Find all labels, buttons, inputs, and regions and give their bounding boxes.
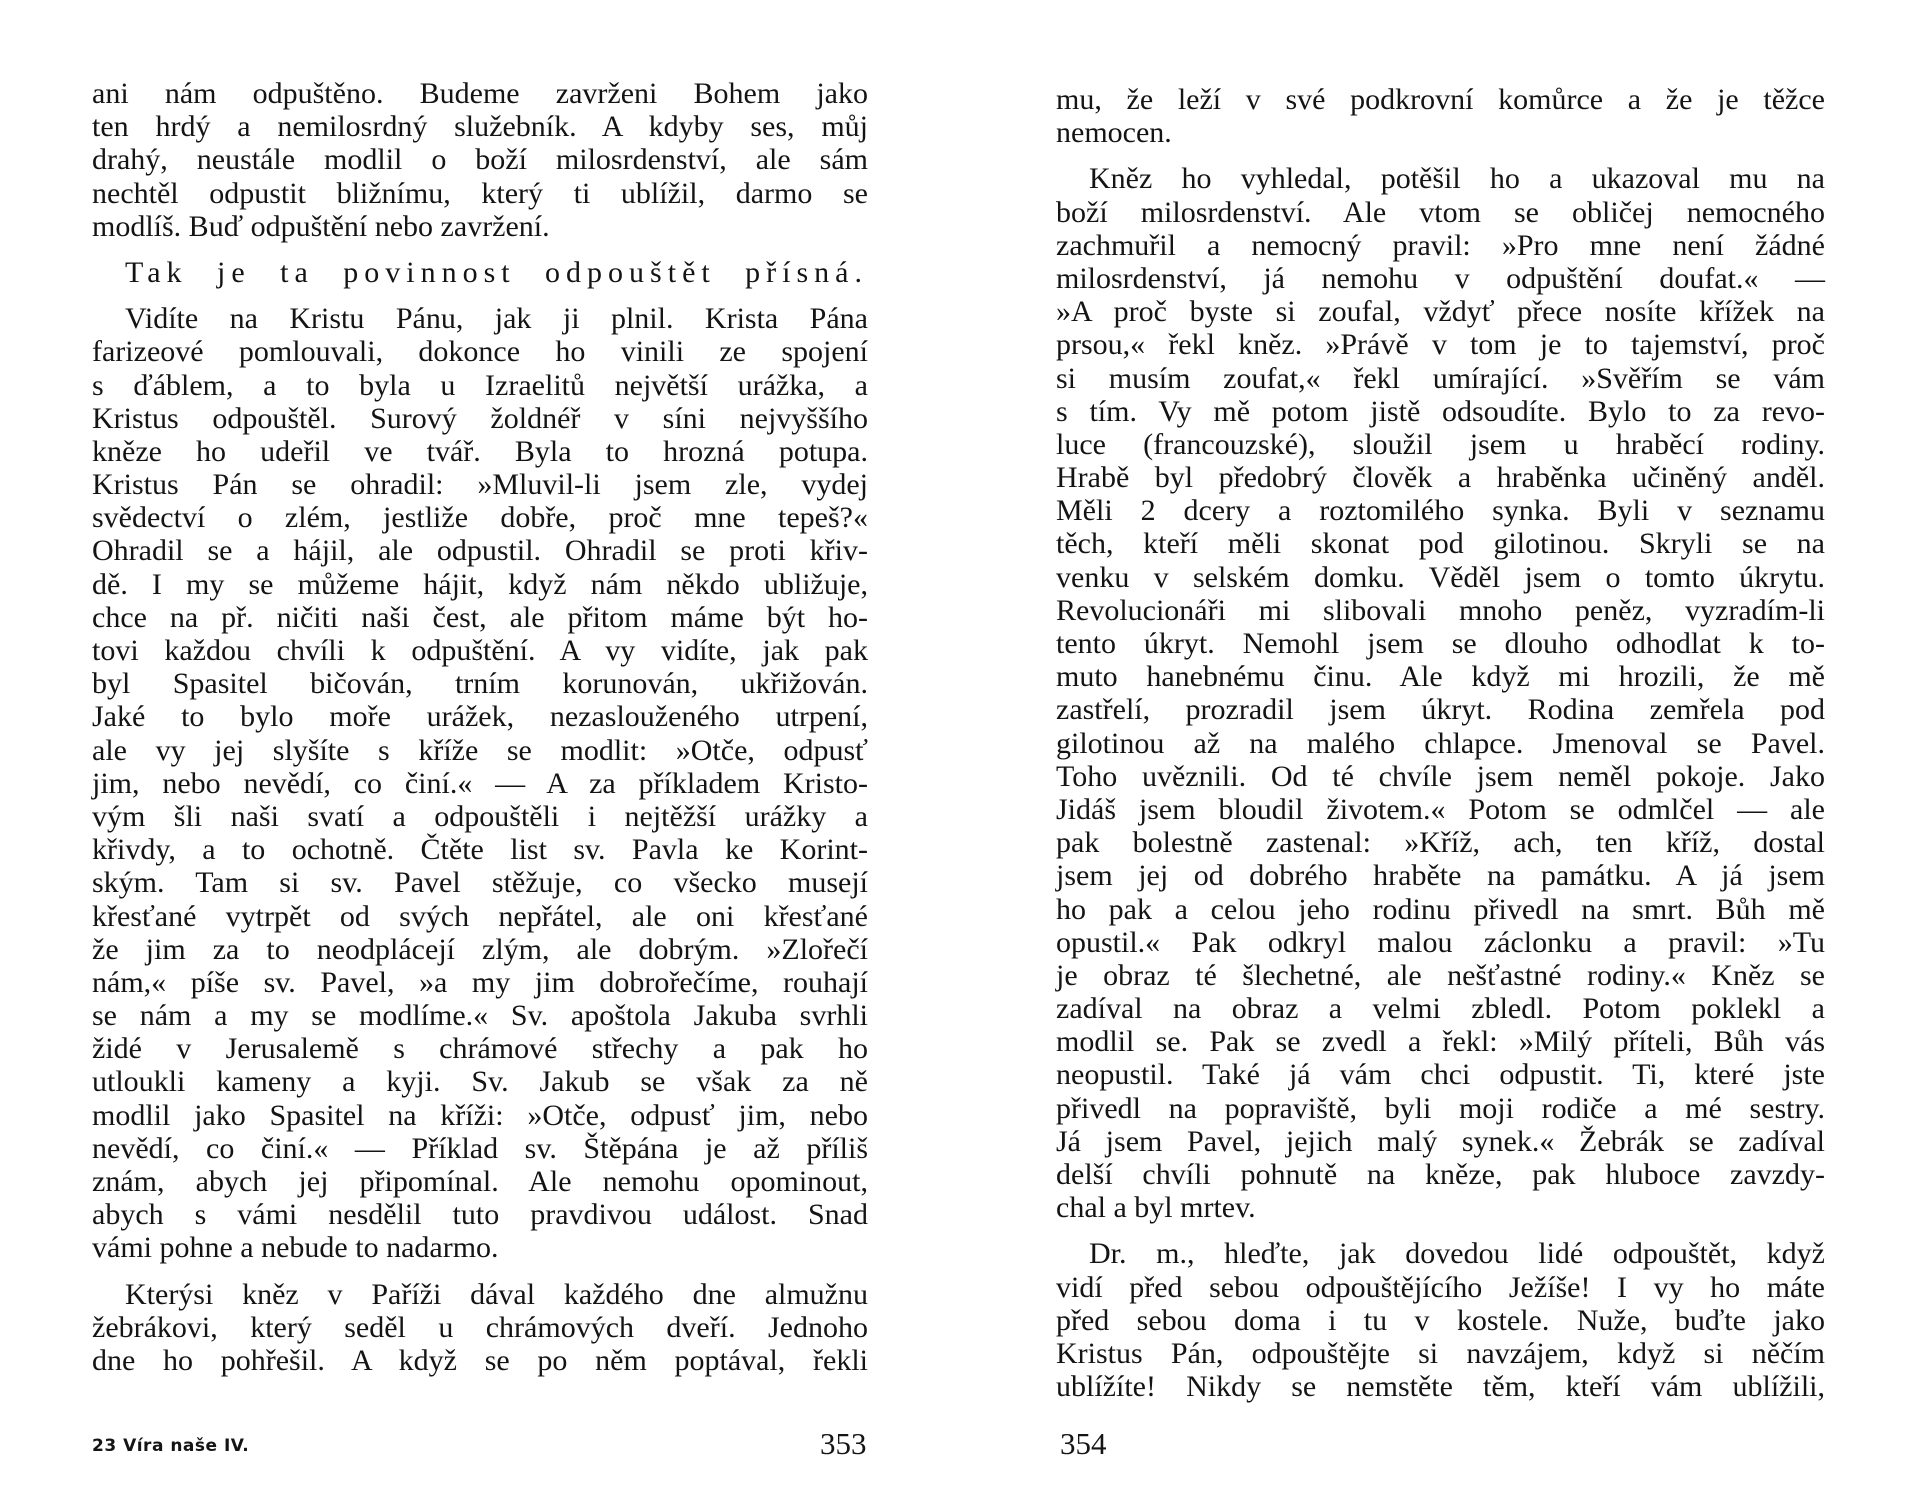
text-line: nechtěl odpustit bližnímu, který ti ublížil, darmo se	[92, 176, 868, 210]
text-line: modlil jako Spasitel na kříži: »Otče, odpusť jim, nebo	[92, 1098, 868, 1132]
text-line: neopustil. Také já vám chci odpustit. Ti, které jste	[1056, 1058, 1825, 1092]
text-line: Kristus odpouštěl. Surový žoldnéř v síni nejvyššího	[92, 401, 868, 435]
text-line: ským. Tam si sv. Pavel stěžuje, co všecko musejí	[92, 866, 868, 900]
text-line: se nám a my se modlíme.« Sv. apoštola Jakuba svrhli	[92, 999, 868, 1033]
text-line: pak bolestně zastenal: »Kříž, ach, ten kříž, dostal	[1056, 826, 1825, 860]
text-line: jsem jej od dobrého hraběte na památku. A já jsem	[1056, 859, 1825, 893]
text-line: Toho uvěznili. Od té chvíle jsem neměl pokoje. Jako	[1056, 759, 1825, 793]
text-line: je obraz té šlechetné, ale nešťastné rodiny.« Kněz se	[1056, 958, 1825, 992]
text-line: zastřelí, prozradil jsem úkryt. Rodina zemřela pod	[1056, 693, 1825, 727]
text-line: ten hrdý a nemilosrdný služebník. A kdyby ses, můj	[92, 110, 868, 144]
text-line: Revolucionáři mi slibovali mnoho peněz, vyzradím-li	[1056, 593, 1825, 627]
text-line: znám, abych jej připomínal. Ale nemohu opominout,	[92, 1165, 868, 1198]
paragraph	[92, 1278, 868, 1378]
text-line: mu, že leží v své podkrovní komůrce a že je těžce	[1056, 83, 1825, 116]
section-heading: Tak je ta povinnost odpouštět přísná.	[125, 255, 868, 289]
text-line: ho pak a celou jeho rodinu přivedl na smrt. Bůh mě	[1056, 892, 1825, 926]
text-line: utloukli kameny a kyji. Sv. Jakub se však za ně	[92, 1065, 868, 1099]
text-line: chal a byl mrtev.	[1056, 1191, 1256, 1225]
book-page-right	[960, 0, 1920, 1500]
text-column	[1056, 83, 1825, 1416]
text-line: zachmuřil a nemocný pravil: »Pro mne není žádné	[1056, 228, 1825, 262]
text-line: modlil se. Pak se zvedl a řekl: »Milý příteli, Bůh vás	[1056, 1025, 1825, 1059]
text-line: ani nám odpuštěno. Budeme zavrženi Bohem jako	[92, 77, 868, 110]
text-line: venku v selském domku. Věděl jsem o tomto úkrytu.	[1056, 560, 1825, 594]
text-line: přivedl na popraviště, byli moji rodiče a mé sestry.	[1056, 1091, 1825, 1125]
text-line: drahý, neustále modlil o boží milosrdenství, ale sám	[92, 143, 868, 177]
text-line: Dr. m., hleďte, jak dovedou lidé odpouštět, když	[1089, 1237, 1825, 1271]
text-line: tovi každou chvíli k odpuštění. A vy vidíte, jak pak	[92, 634, 868, 667]
text-line: vým šli naši svatí a odpouštěli i nejtěžší urážky a	[92, 799, 868, 833]
text-line: nevědí, co činí.« — Příklad sv. Štěpána je až příliš	[92, 1131, 868, 1165]
text-line: nemocen.	[1056, 116, 1172, 150]
text-line: Kterýsi kněz v Paříži dával každého dne almužnu	[125, 1277, 868, 1311]
text-line: chce na př. ničiti naši čest, ale přitom máme být ho-	[92, 600, 868, 634]
text-line: delší chvíli pohnutě na kněze, pak hluboce zavzdy-	[1056, 1158, 1825, 1191]
text-line: židé v Jerusalemě s chrámové střechy a pak ho	[92, 1032, 868, 1066]
paragraph	[1056, 83, 1825, 149]
text-line: prsou,« řekl kněz. »Právě v tom je to tajemství, proč	[1056, 328, 1825, 362]
text-line: vidí před sebou odpouštějícího Ježíše! I vy ho máte	[1056, 1270, 1825, 1304]
text-line: muto hanebnému činu. Ale když mi hrozili, že mě	[1056, 660, 1825, 694]
text-line: zadíval na obraz a velmi zbledl. Potom poklekl a	[1056, 992, 1825, 1026]
page-number: 353	[820, 1426, 867, 1461]
printer-signature: 23 Víra naše IV.	[92, 1436, 250, 1456]
paragraph	[1056, 162, 1825, 1224]
text-line: křesťané vytrpět od svých nepřátel, ale oni křesťané	[92, 899, 868, 933]
text-line: Já jsem Pavel, jejich malý synek.« Žebrák se zadíval	[1056, 1124, 1825, 1158]
text-line: dne ho pohřešil. A když se po něm poptával, řekli	[92, 1343, 868, 1377]
text-line: Kristus Pán se ohradil: »Mluvil-li jsem zle, vydej	[92, 468, 868, 502]
page-number: 354	[1060, 1426, 1107, 1461]
text-line: Kristus Pán, odpouštějte si navzájem, když si něčím	[1056, 1336, 1825, 1370]
paragraph	[92, 302, 868, 1264]
text-line: byl Spasitel bičován, trním korunován, ukřižován.	[92, 667, 868, 701]
text-line: boží milosrdenství. Ale vtom se obličej nemocného	[1056, 195, 1825, 229]
text-line: ublížíte! Nikdy se nemstěte těm, kteří vám ublížili,	[1056, 1370, 1825, 1404]
text-line: s tím. Vy mě potom jistě odsoudíte. Bylo to za revo-	[1056, 394, 1825, 428]
text-line: svědectví o zlém, jestliže dobře, proč mne tepeš?«	[92, 501, 868, 535]
text-line: Kněz ho vyhledal, potěšil ho a ukazoval mu na	[1089, 162, 1825, 196]
text-line: modlíš. Buď odpuštění nebo zavržení.	[92, 209, 550, 243]
text-line: Jidáš jsem bloudil životem.« Potom se odmlčel — ale	[1056, 792, 1825, 826]
text-column	[92, 77, 868, 1390]
text-line: tento úkryt. Nemohl jsem se dlouho odhodlat k to-	[1056, 627, 1825, 660]
text-line: ale vy jej slyšíte s kříže se modlit: »Otče, odpusť	[92, 733, 868, 767]
text-line: žebrákovi, který seděl u chrámových dveří. Jednoho	[92, 1310, 868, 1344]
text-line: dě. I my se můžeme hájit, když nám někdo ubližuje,	[92, 567, 868, 601]
text-line: si musím zoufat,« řekl umírající. »Svěřím se vám	[1056, 361, 1825, 395]
text-line: gilotinou až na malého chlapce. Jmenoval se Pavel.	[1056, 726, 1825, 760]
text-line: Hrabě byl předobrý člověk a hraběnka učiněný anděl.	[1056, 461, 1825, 495]
text-line: vámi pohne a nebude to nadarmo.	[92, 1231, 499, 1265]
text-line: Jaké to bylo moře urážek, nezaslouženého utrpení,	[92, 700, 868, 734]
text-line: nám,« píše sv. Pavel, »a my jim dobrořečíme, rouhají	[92, 965, 868, 999]
text-line: farizeové pomlouvali, dokonce ho vinili ze spojení	[92, 335, 868, 369]
text-line: těch, kteří měli skonat pod gilotinou. Skryli se na	[1056, 527, 1825, 561]
text-line: jim, nebo nevědí, co činí.« — A za příkladem Kristo-	[92, 766, 868, 800]
paragraph	[1056, 1237, 1825, 1403]
text-line: Ohradil se a hájil, ale odpustil. Ohradil se proti křiv-	[92, 534, 868, 568]
text-line: s ďáblem, a to byla u Izraelitů největší urážka, a	[92, 368, 868, 402]
text-line: že jim za to neodplácejí zlým, ale dobrým. »Zlořečí	[92, 932, 868, 966]
paragraph	[92, 77, 868, 243]
text-line: opustil.« Pak odkryl malou záclonku a pravil: »Tu	[1056, 925, 1825, 959]
text-line: křivdy, a to ochotně. Čtěte list sv. Pavla ke Korint-	[92, 833, 868, 867]
text-line: kněze ho udeřil ve tvář. Byla to hrozná potupa.	[92, 434, 868, 468]
text-line: Měli 2 dcery a roztomilého synka. Byli v seznamu	[1056, 494, 1825, 528]
text-line: abych s vámi nesdělil tuto pravdivou událost. Snad	[92, 1198, 868, 1232]
text-line: milosrdenství, já nemohu v odpuštění doufat.« —	[1056, 261, 1825, 295]
text-line: luce (francouzské), sloužil jsem u hraběcí rodiny.	[1056, 427, 1825, 461]
text-line: »A proč byste si zoufal, vždyť přece nosíte křížek na	[1056, 295, 1825, 329]
text-line: Vidíte na Kristu Pánu, jak ji plnil. Krista Pána	[125, 302, 868, 336]
text-line: před sebou doma i tu v kostele. Nuže, buďte jako	[1056, 1303, 1825, 1337]
